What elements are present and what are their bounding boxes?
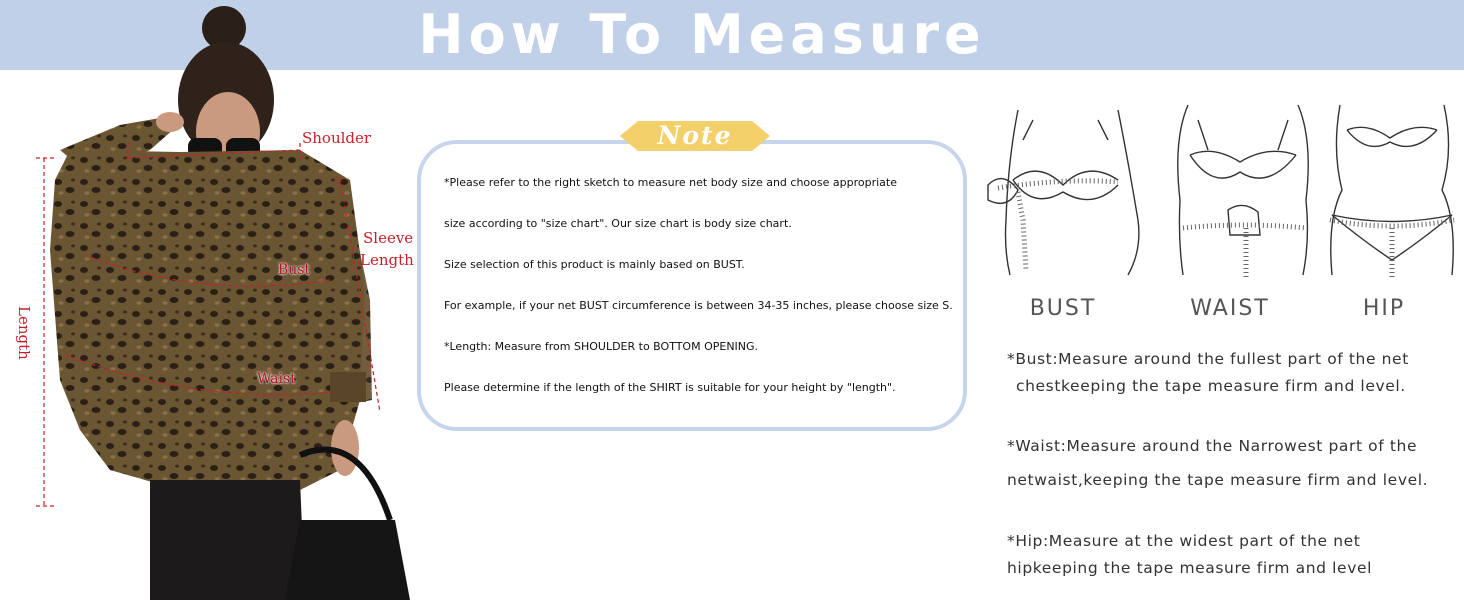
sleeve-label-line1: Sleeve <box>363 229 414 247</box>
length-label: Length <box>15 306 33 360</box>
note-line: For example, if your net BUST circumference is between 34-35 inches, please choose size S. <box>444 299 953 312</box>
sketch-label-bust: BUST <box>1029 296 1097 321</box>
note-line: Size selection of this product is mainly based on BUST. <box>444 258 745 271</box>
note-line: *Length: Measure from SHOULDER to BOTTOM OPENING. <box>444 340 759 353</box>
model-photo <box>0 0 420 600</box>
waist-instruction-line2: netwaist,keeping the tape measure firm and level. <box>1007 471 1429 489</box>
bust-instruction-line1: *Bust:Measure around the fullest part of the net <box>1007 350 1409 368</box>
hip-sketch <box>1322 100 1462 280</box>
note-title: Note <box>657 121 733 150</box>
note-line: *Please refer to the right sketch to measure net body size and choose appropriate <box>444 176 897 189</box>
sketch-label-hip: HIP <box>1362 296 1406 321</box>
note-text <box>444 170 959 416</box>
bust-sketch <box>978 100 1148 280</box>
waist-label: Waist <box>257 371 296 387</box>
note-line: Please determine if the length of the SHIRT is suitable for your height by "length". <box>444 381 896 394</box>
bust-label: Bust <box>278 262 311 278</box>
page-title: How To Measure <box>418 3 986 66</box>
sleeve-label-line2: Length <box>360 251 414 269</box>
sketch-label-waist: WAIST <box>1190 296 1270 321</box>
hip-instruction-line1: *Hip:Measure at the widest part of the net <box>1007 532 1361 550</box>
shoulder-label: Shoulder <box>302 129 372 147</box>
waist-sketch <box>1168 100 1318 280</box>
waist-instruction-line1: *Waist:Measure around the Narrowest part of the <box>1007 437 1418 455</box>
hip-instruction-line2: hipkeeping the tape measure firm and level <box>1007 559 1373 577</box>
note-line: size according to "size chart". Our size chart is body size chart. <box>444 217 792 230</box>
bust-instruction-line2: chestkeeping the tape measure firm and level. <box>1016 377 1406 395</box>
